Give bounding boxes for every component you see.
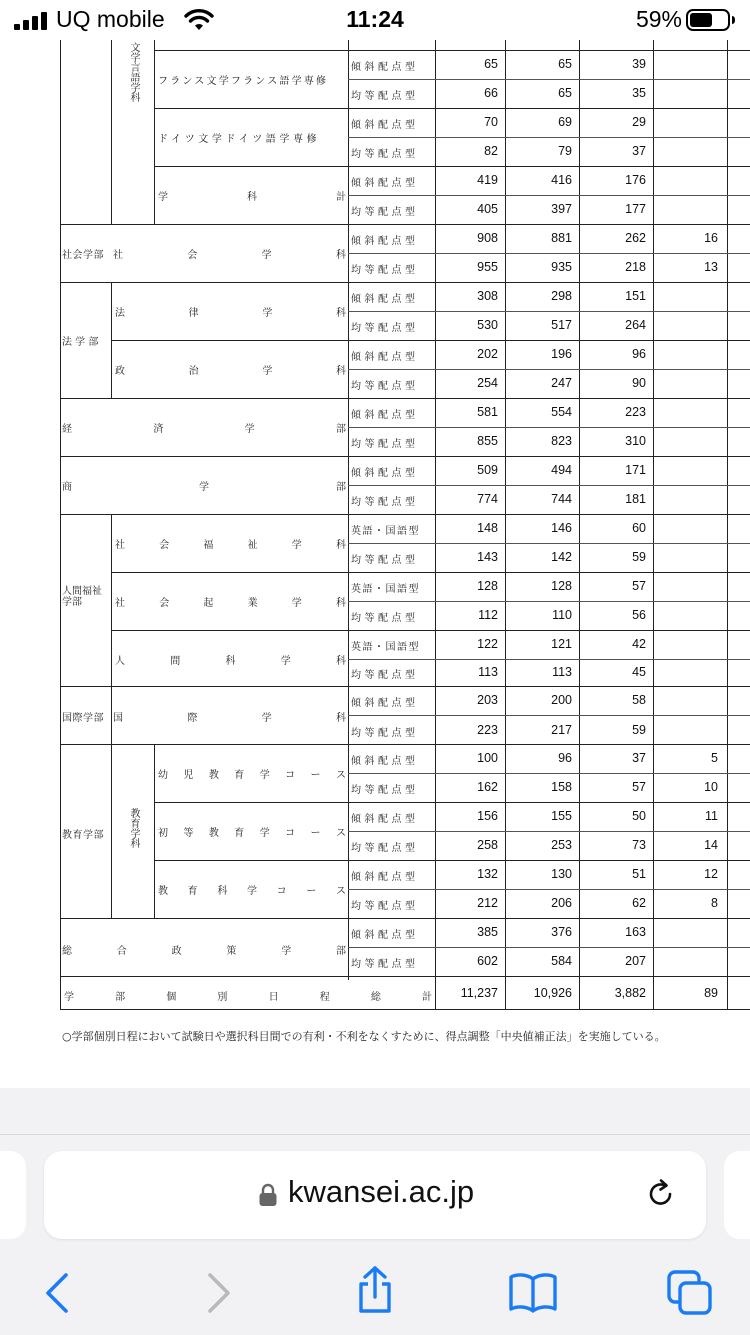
cell-value: 122 — [477, 637, 498, 651]
cell-value: 51 — [632, 867, 646, 881]
exam-type: 傾斜配点型 — [351, 814, 419, 825]
total-value: 10,926 — [533, 986, 572, 1000]
cell-value: 176 — [625, 173, 646, 187]
group-label-bungaku-gengo: 文学言語学科 — [128, 42, 139, 102]
cell-value: 37 — [632, 751, 646, 765]
cell-value: 132 — [477, 867, 498, 881]
cell-value: 58 — [632, 693, 646, 707]
share-icon[interactable] — [353, 1265, 397, 1315]
cell-value: 881 — [551, 231, 572, 245]
exam-type: 均等配点型 — [351, 785, 419, 796]
dept-label: 社会学部 — [62, 250, 104, 261]
cell-value: 310 — [625, 434, 646, 448]
dept-label: 法 学 部 — [62, 337, 99, 348]
total-value: 89 — [704, 986, 718, 1000]
exam-type: 傾斜配点型 — [351, 236, 419, 247]
cell-value: 130 — [551, 867, 572, 881]
cell-value: 223 — [625, 405, 646, 419]
exam-type: 均等配点型 — [351, 959, 419, 970]
cell-value: 171 — [625, 463, 646, 477]
exam-type: 均等配点型 — [351, 555, 419, 566]
cell-value: 202 — [477, 347, 498, 361]
cell-value: 200 — [551, 693, 572, 707]
sub-label: 法 律 学 科 — [115, 308, 346, 319]
cell-value: 73 — [632, 838, 646, 852]
exam-type: 均等配点型 — [351, 323, 419, 334]
carrier-name: UQ mobile — [56, 6, 165, 32]
cell-value: 121 — [551, 637, 572, 651]
cell-value: 181 — [625, 492, 646, 506]
cell-value: 212 — [477, 896, 498, 910]
cell-value: 35 — [632, 86, 646, 100]
cell-value: 79 — [558, 144, 572, 158]
cell-value: 128 — [477, 579, 498, 593]
cell-value: 935 — [551, 260, 572, 274]
cell-value: 385 — [477, 925, 498, 939]
cell-value: 217 — [551, 723, 572, 737]
reload-icon[interactable] — [644, 1177, 678, 1211]
exam-type: 英語・国語型 — [351, 584, 420, 595]
exam-type: 均等配点型 — [351, 901, 419, 912]
cell-value: 37 — [632, 144, 646, 158]
dept-label: 経 済 学 部 — [62, 424, 346, 435]
bookmarks-icon[interactable] — [508, 1271, 558, 1315]
cell-value: 42 — [632, 637, 646, 651]
cell-value: 397 — [551, 202, 572, 216]
cell-value: 65 — [484, 57, 498, 71]
sub-label: 社 会 福 祉 学 科 — [115, 540, 346, 551]
cell-value: 62 — [632, 896, 646, 910]
cell-value: 416 — [551, 173, 572, 187]
cell-value: 264 — [625, 318, 646, 332]
cell-value: 405 — [477, 202, 498, 216]
cell-value: 581 — [477, 405, 498, 419]
exam-type: 均等配点型 — [351, 670, 419, 681]
exam-type: 均等配点型 — [351, 843, 419, 854]
cell-value: 955 — [477, 260, 498, 274]
cell-value: 12 — [704, 867, 718, 881]
cell-value: 82 — [484, 144, 498, 158]
cell-value: 57 — [632, 780, 646, 794]
exam-type: 均等配点型 — [351, 149, 419, 160]
cell-value: 584 — [551, 954, 572, 968]
cell-value: 223 — [477, 723, 498, 737]
sub-label: 政 治 学 科 — [115, 366, 346, 377]
battery-percentage: 59% — [635, 6, 682, 32]
exam-type: 傾斜配点型 — [351, 352, 419, 363]
back-icon[interactable] — [36, 1271, 80, 1315]
cell-value: 494 — [551, 463, 572, 477]
cell-value: 419 — [477, 173, 498, 187]
cell-value: 45 — [632, 665, 646, 679]
cell-value: 148 — [477, 521, 498, 535]
cell-value: 5 — [711, 751, 718, 765]
cell-value: 96 — [632, 347, 646, 361]
cell-value: 253 — [551, 838, 572, 852]
exam-type: 均等配点型 — [351, 497, 419, 508]
exam-type: 傾斜配点型 — [351, 930, 419, 941]
cell-value: 207 — [625, 954, 646, 968]
cell-value: 66 — [484, 86, 498, 100]
cell-value: 39 — [632, 57, 646, 71]
cell-value: 151 — [625, 289, 646, 303]
cell-value: 50 — [632, 809, 646, 823]
cell-value: 155 — [551, 809, 572, 823]
cell-value: 60 — [632, 521, 646, 535]
exam-type: 均等配点型 — [351, 728, 419, 739]
cell-value: 8 — [711, 896, 718, 910]
exam-type: 均等配点型 — [351, 207, 419, 218]
cell-value: 247 — [551, 376, 572, 390]
exam-type: 均等配点型 — [351, 265, 419, 276]
cell-value: 59 — [632, 550, 646, 564]
forward-icon[interactable] — [196, 1271, 240, 1315]
sub-label: 幼 児 教 育 学 コ ー ス — [158, 770, 346, 781]
battery-icon — [686, 9, 736, 31]
cell-value: 113 — [478, 665, 498, 679]
url-text[interactable]: kwansei.ac.jp — [288, 1174, 475, 1209]
exam-type: 均等配点型 — [351, 381, 419, 392]
cell-value: 163 — [625, 925, 646, 939]
cell-value: 29 — [632, 115, 646, 129]
cell-value: 10 — [704, 780, 718, 794]
exam-type: 均等配点型 — [351, 439, 419, 450]
dept-label: 商 学 部 — [62, 482, 346, 493]
sub-label: 初 等 教 育 学 コ ー ス — [158, 828, 346, 839]
cell-value: 156 — [477, 809, 498, 823]
cell-value: 69 — [558, 115, 572, 129]
cell-value: 65 — [558, 86, 572, 100]
cell-value: 90 — [632, 376, 646, 390]
cell-value: 509 — [477, 463, 498, 477]
exam-type: 英語・国語型 — [351, 642, 420, 653]
cell-value: 57 — [632, 579, 646, 593]
status-bar — [0, 0, 750, 40]
exam-type: 傾斜配点型 — [351, 178, 419, 189]
cell-value: 258 — [477, 838, 498, 852]
cell-value: 56 — [632, 608, 646, 622]
cell-value: 110 — [552, 608, 572, 622]
cell-value: 218 — [625, 260, 646, 274]
cell-value: 128 — [551, 579, 572, 593]
cell-value: 196 — [551, 347, 572, 361]
browser-toolbar — [0, 1134, 750, 1335]
exam-type: 傾斜配点型 — [351, 756, 419, 767]
cell-value: 602 — [477, 954, 498, 968]
cell-value: 206 — [551, 896, 572, 910]
exam-type: 均等配点型 — [351, 91, 419, 102]
cell-value: 143 — [477, 550, 498, 564]
cell-value: 146 — [551, 521, 572, 535]
cell-value: 59 — [632, 723, 646, 737]
address-bar[interactable] — [44, 1151, 706, 1239]
cell-value: 517 — [551, 318, 572, 332]
cell-value: 908 — [477, 231, 498, 245]
sub-label: 教 育 科 学 コ ー ス — [158, 886, 346, 897]
exam-type: 傾斜配点型 — [351, 294, 419, 305]
cell-value: 774 — [477, 492, 498, 506]
exam-type: 傾斜配点型 — [351, 468, 419, 479]
cell-value: 298 — [551, 289, 572, 303]
cell-value: 100 — [477, 751, 498, 765]
total-value: 11,237 — [460, 986, 498, 1000]
cell-value: 14 — [704, 838, 718, 852]
cell-value: 162 — [477, 780, 498, 794]
cell-value: 177 — [625, 202, 646, 216]
footnote: ○学部個別日程において試験日や選択科目間での有利・不利をなくすために、得点調整「中央値補正法」を実施している。 — [62, 1030, 666, 1043]
page-end-band — [0, 1088, 750, 1136]
exam-type: 英語・国語型 — [351, 526, 420, 537]
exam-type: 傾斜配点型 — [351, 410, 419, 421]
previous-tab-peek[interactable] — [0, 1151, 26, 1239]
cell-value: 203 — [477, 693, 498, 707]
total-value: 3,882 — [614, 986, 646, 1000]
cell-value: 96 — [558, 751, 572, 765]
dept-label: 総 合 政 策 学 部 — [62, 946, 346, 957]
cell-value: 554 — [551, 405, 572, 419]
exam-type: 傾斜配点型 — [351, 872, 419, 883]
dept-label: 教育学部 — [62, 830, 104, 841]
total-label: 学 部 個 別 日 程 総 計 — [64, 992, 432, 1003]
cell-value: 158 — [551, 780, 572, 794]
cell-value: 13 — [704, 260, 718, 274]
cell-value: 744 — [551, 492, 572, 506]
cell-value: 254 — [477, 376, 498, 390]
sub-label: 社 会 起 業 学 科 — [115, 598, 346, 609]
cell-value: 11 — [705, 809, 718, 823]
cell-value: 855 — [477, 434, 498, 448]
cell-value: 308 — [477, 289, 498, 303]
cell-value: 823 — [551, 434, 572, 448]
sub-label: 学 科 計 — [158, 192, 346, 203]
sub-label: フランス文学フランス語学専修 — [158, 76, 329, 87]
cell-value: 16 — [704, 231, 718, 245]
exam-type: 傾斜配点型 — [351, 62, 419, 73]
cell-value: 262 — [625, 231, 646, 245]
tabs-icon[interactable] — [666, 1269, 714, 1317]
sub-label: ドイツ文学ドイツ語学専修 — [158, 134, 321, 145]
cell-value: 530 — [477, 318, 498, 332]
cell-value: 376 — [551, 925, 572, 939]
exam-type: 均等配点型 — [351, 613, 419, 624]
cell-value: 65 — [558, 57, 572, 71]
exam-type: 傾斜配点型 — [351, 120, 419, 131]
clock: 11:24 — [346, 6, 404, 32]
cell-value: 142 — [551, 550, 572, 564]
sub-label: 社 会 学 科 — [113, 250, 346, 261]
cell-value: 113 — [552, 665, 572, 679]
group-label-kyoiku-gakka: 教育学科 — [128, 808, 139, 848]
dept-label: 人間福祉学部 — [62, 586, 102, 608]
document-page — [0, 40, 750, 1090]
next-tab-peek[interactable] — [724, 1151, 750, 1239]
exam-type: 傾斜配点型 — [351, 698, 419, 709]
sub-label: 人 間 科 学 科 — [115, 656, 346, 667]
cell-value: 112 — [478, 608, 498, 622]
sub-label: 国 際 学 科 — [113, 713, 346, 724]
lock-icon — [258, 1183, 278, 1207]
cell-value: 70 — [484, 115, 498, 129]
dept-label: 国際学部 — [62, 713, 104, 724]
